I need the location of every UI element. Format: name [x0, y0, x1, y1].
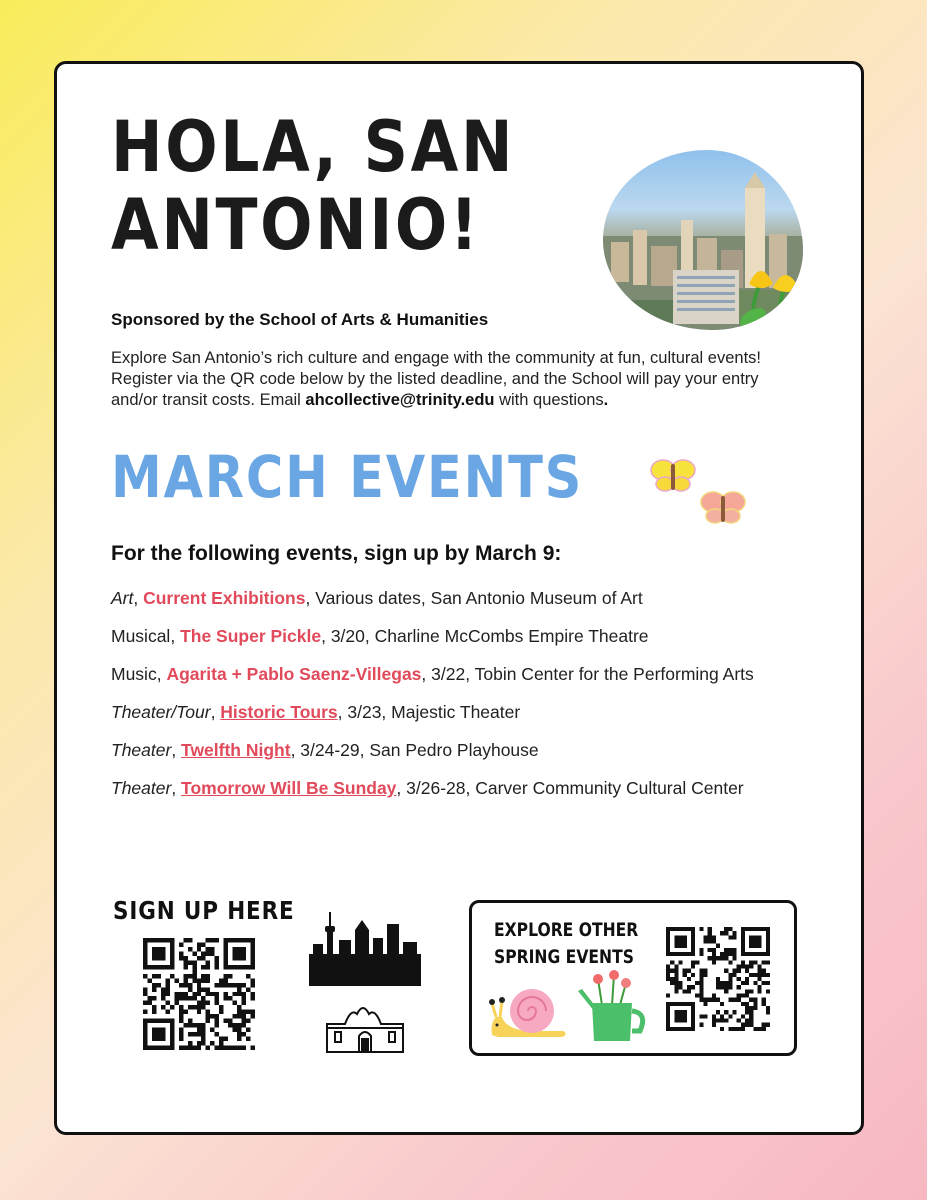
explore-spring-events-box: [469, 900, 797, 1056]
city-skyline-photo: [603, 150, 803, 330]
alamo-icon: [323, 1000, 407, 1054]
watering-can-icon: [576, 969, 650, 1043]
event-link[interactable]: Current Exhibitions: [143, 588, 306, 608]
skyline-icon: [309, 910, 421, 986]
event-list: [111, 588, 801, 816]
list-item: Theater, Tomorrow Will Be Sunday, 3/26-28, Carver Community Cultural Center: [111, 778, 744, 798]
signup-deadline: For the following events, sign up by March 9:: [111, 542, 562, 565]
page-title: HOLA, SAN ANTONIO!: [111, 106, 516, 266]
event-link[interactable]: Twelfth Night: [181, 740, 291, 760]
explore-label: EXPLORE OTHER SPRING EVENTS: [494, 919, 639, 968]
butterfly-icon: [649, 456, 697, 496]
event-link[interactable]: The Super Pickle: [180, 626, 322, 646]
event-link[interactable]: Historic Tours: [220, 702, 338, 722]
butterfly-icon: [699, 488, 747, 528]
snail-icon: [488, 983, 570, 1041]
contact-email[interactable]: ahcollective@trinity.edu: [305, 391, 495, 409]
event-link[interactable]: Agarita + Pablo Saenz-Villegas: [166, 664, 422, 684]
flyer-card: [54, 61, 864, 1135]
event-link[interactable]: Tomorrow Will Be Sunday: [181, 778, 397, 798]
qr-code-icon: [666, 927, 770, 1031]
list-item: Theater, Twelfth Night, 3/24-29, San Pedro Playhouse: [111, 740, 539, 760]
spring-events-qr-code[interactable]: [666, 927, 770, 1031]
list-item: Music, Agarita + Pablo Saenz-Villegas, 3/22, Tobin Center for the Performing Arts: [111, 664, 754, 684]
signup-qr-code[interactable]: [143, 938, 255, 1050]
list-item: Musical, The Super Pickle, 3/20, Charline McCombs Empire Theatre: [111, 626, 649, 646]
city-illustration: [603, 150, 803, 330]
list-item: Art, Current Exhibitions, Various dates, San Antonio Museum of Art: [111, 588, 643, 608]
signup-label: SIGN UP HERE: [113, 896, 295, 925]
intro-paragraph: Explore San Antonio’s rich culture and engage with the community at fun, cultural events! Register via the QR code below by the listed deadline, and the School will pay your entry and/or transit costs. Email ahcollective@trinity.edu with questions.: [111, 349, 761, 409]
section-heading: MARCH EVENTS: [111, 443, 584, 511]
sponsor-line: Sponsored by the School of Arts & Humanities: [111, 310, 489, 329]
qr-code-icon: [143, 938, 255, 1050]
list-item: Theater/Tour, Historic Tours, 3/23, Majestic Theater: [111, 702, 521, 722]
